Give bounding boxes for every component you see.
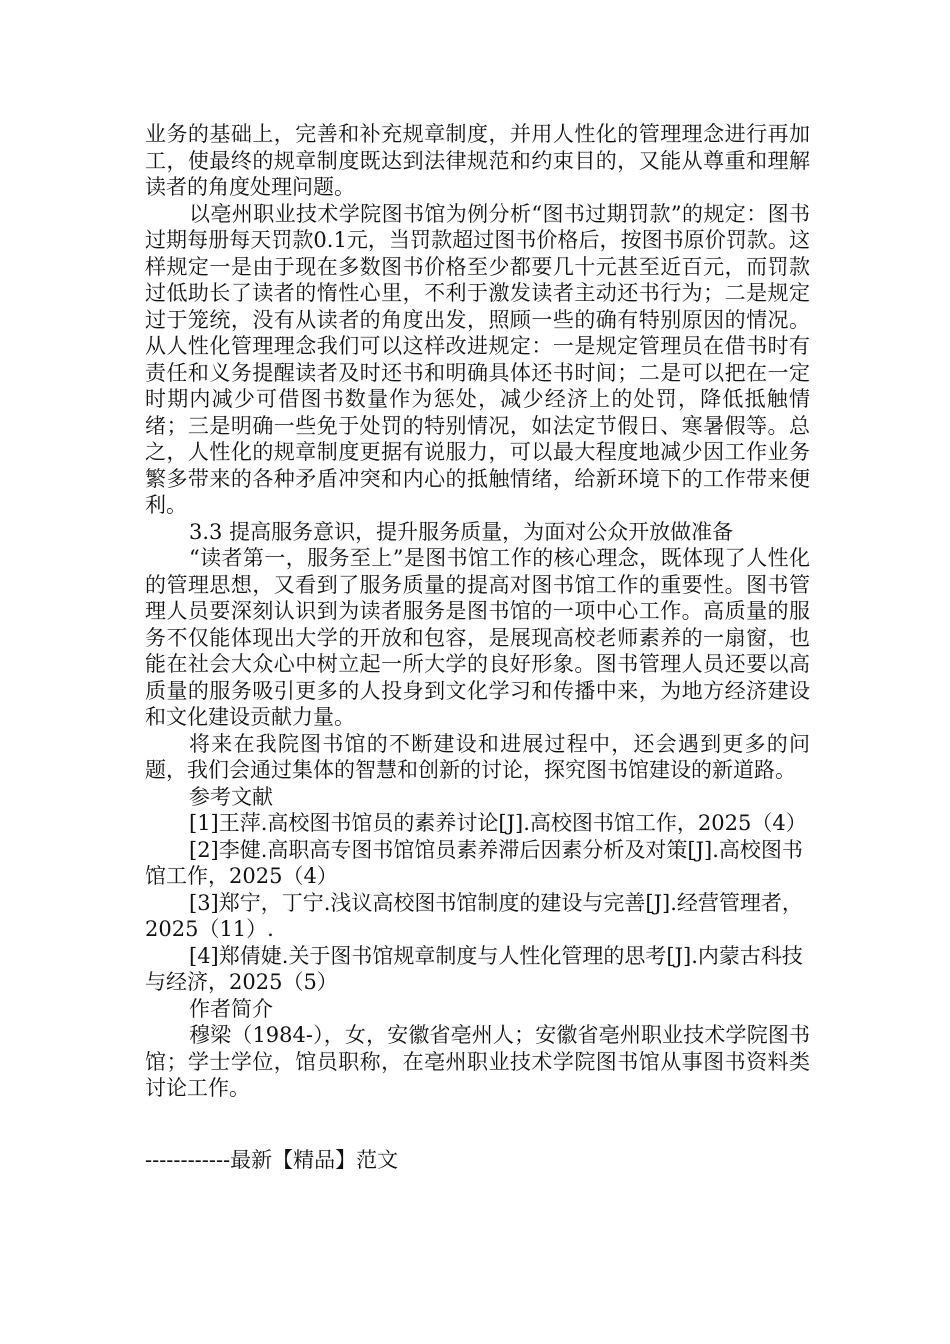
paragraph-continuation: 业务的基础上，完善和补充规章制度，并用人性化的管理理念进行再加工，使最终的规章制度既达到法律规范和约束目的，又能从尊重和理解读者的角度处理问题。 [145,122,810,199]
reference-item: [1]王萍.高校图书馆员的素养讨论[J].高校图书馆工作，2025（4） [189,811,807,835]
reference-item: [4]郑倩婕.关于图书馆规章制度与人性化管理的思考[J].内蒙古科技与经济，2025（5） [145,943,803,994]
paragraph-service: “读者第一，服务至上”是图书馆工作的核心理念，既体现了人性化的管理思想，又看到了服务质量的提高对图书馆工作的重要性。图书管理人员要深刻认识到为读者服务是图书馆的一项中心工作。高质量的服务不仅能体现出大学的开放和包容，是展现高校老师素养的一扇窗，也能在社会大众心中树立起一所大学的良好形象。图书管理人员还要以高质量的服务吸引更多的人投身到文化学习和传播中来，为地方经济建设和文化建设贡献力量。 [145,546,810,729]
document-body [145,121,810,1102]
paragraph-fine-policy: 以亳州职业技术学院图书馆为例分析“图书过期罚款”的规定：图书过期每册每天罚款0.1元，当罚款超过图书价格后，按图书原价罚款。这样规定一是由于现在多数图书价格至少都要几十元甚至近百元，而罚款过低助长了读者的惰性心里，不利于激发读者主动还书行为；二是规定过于笼统，没有从读者的角度出发，照顾一些的确有特别原因的情况。从人性化管理理念我们可以这样改进规定：一是规定管理员在借书时有责任和义务提醒读者及时还书和明确具体还书时间；二是可以把在一定时期内减少可借图书数量作为惩处，减少经济上的处罚，降低抵触情绪；三是明确一些免于处罚的特别情况，如法定节假日、寒暑假等。总之，人性化的规章制度更据有说服力，可以最大程度地减少因工作业务繁多带来的各种矛盾冲突和内心的抵触情绪，给新环境下的工作带来便利。 [145,201,810,517]
paragraph-future: 将来在我院图书馆的不断建设和进展过程中，还会遇到更多的问题，我们会通过集体的智慧和创新的讨论，探究图书馆建设的新道路。 [145,731,810,782]
author-bio: 穆梁（1984-），女，安徽省亳州人；安徽省亳州职业技术学院图书馆；学士学位，馆员职称，在亳州职业技术学院图书馆从事图书资料类讨论工作。 [145,1023,810,1100]
section-heading: 3.3 提高服务意识，提升服务质量，为面对公众开放做准备 [189,519,734,544]
author-heading: 作者简介 [189,996,273,1021]
references-heading: 参考文献 [189,784,273,809]
footer-banner: ------------最新【精品】范文 [145,1148,399,1172]
reference-item: [3]郑宁，丁宁.浅议高校图书馆制度的建设与完善[J].经营管理者，2025（11）. [145,890,803,941]
reference-item: [2]李健.高职高专图书馆馆员素养滞后因素分析及对策[J].高校图书馆工作，2025（4） [145,837,803,888]
